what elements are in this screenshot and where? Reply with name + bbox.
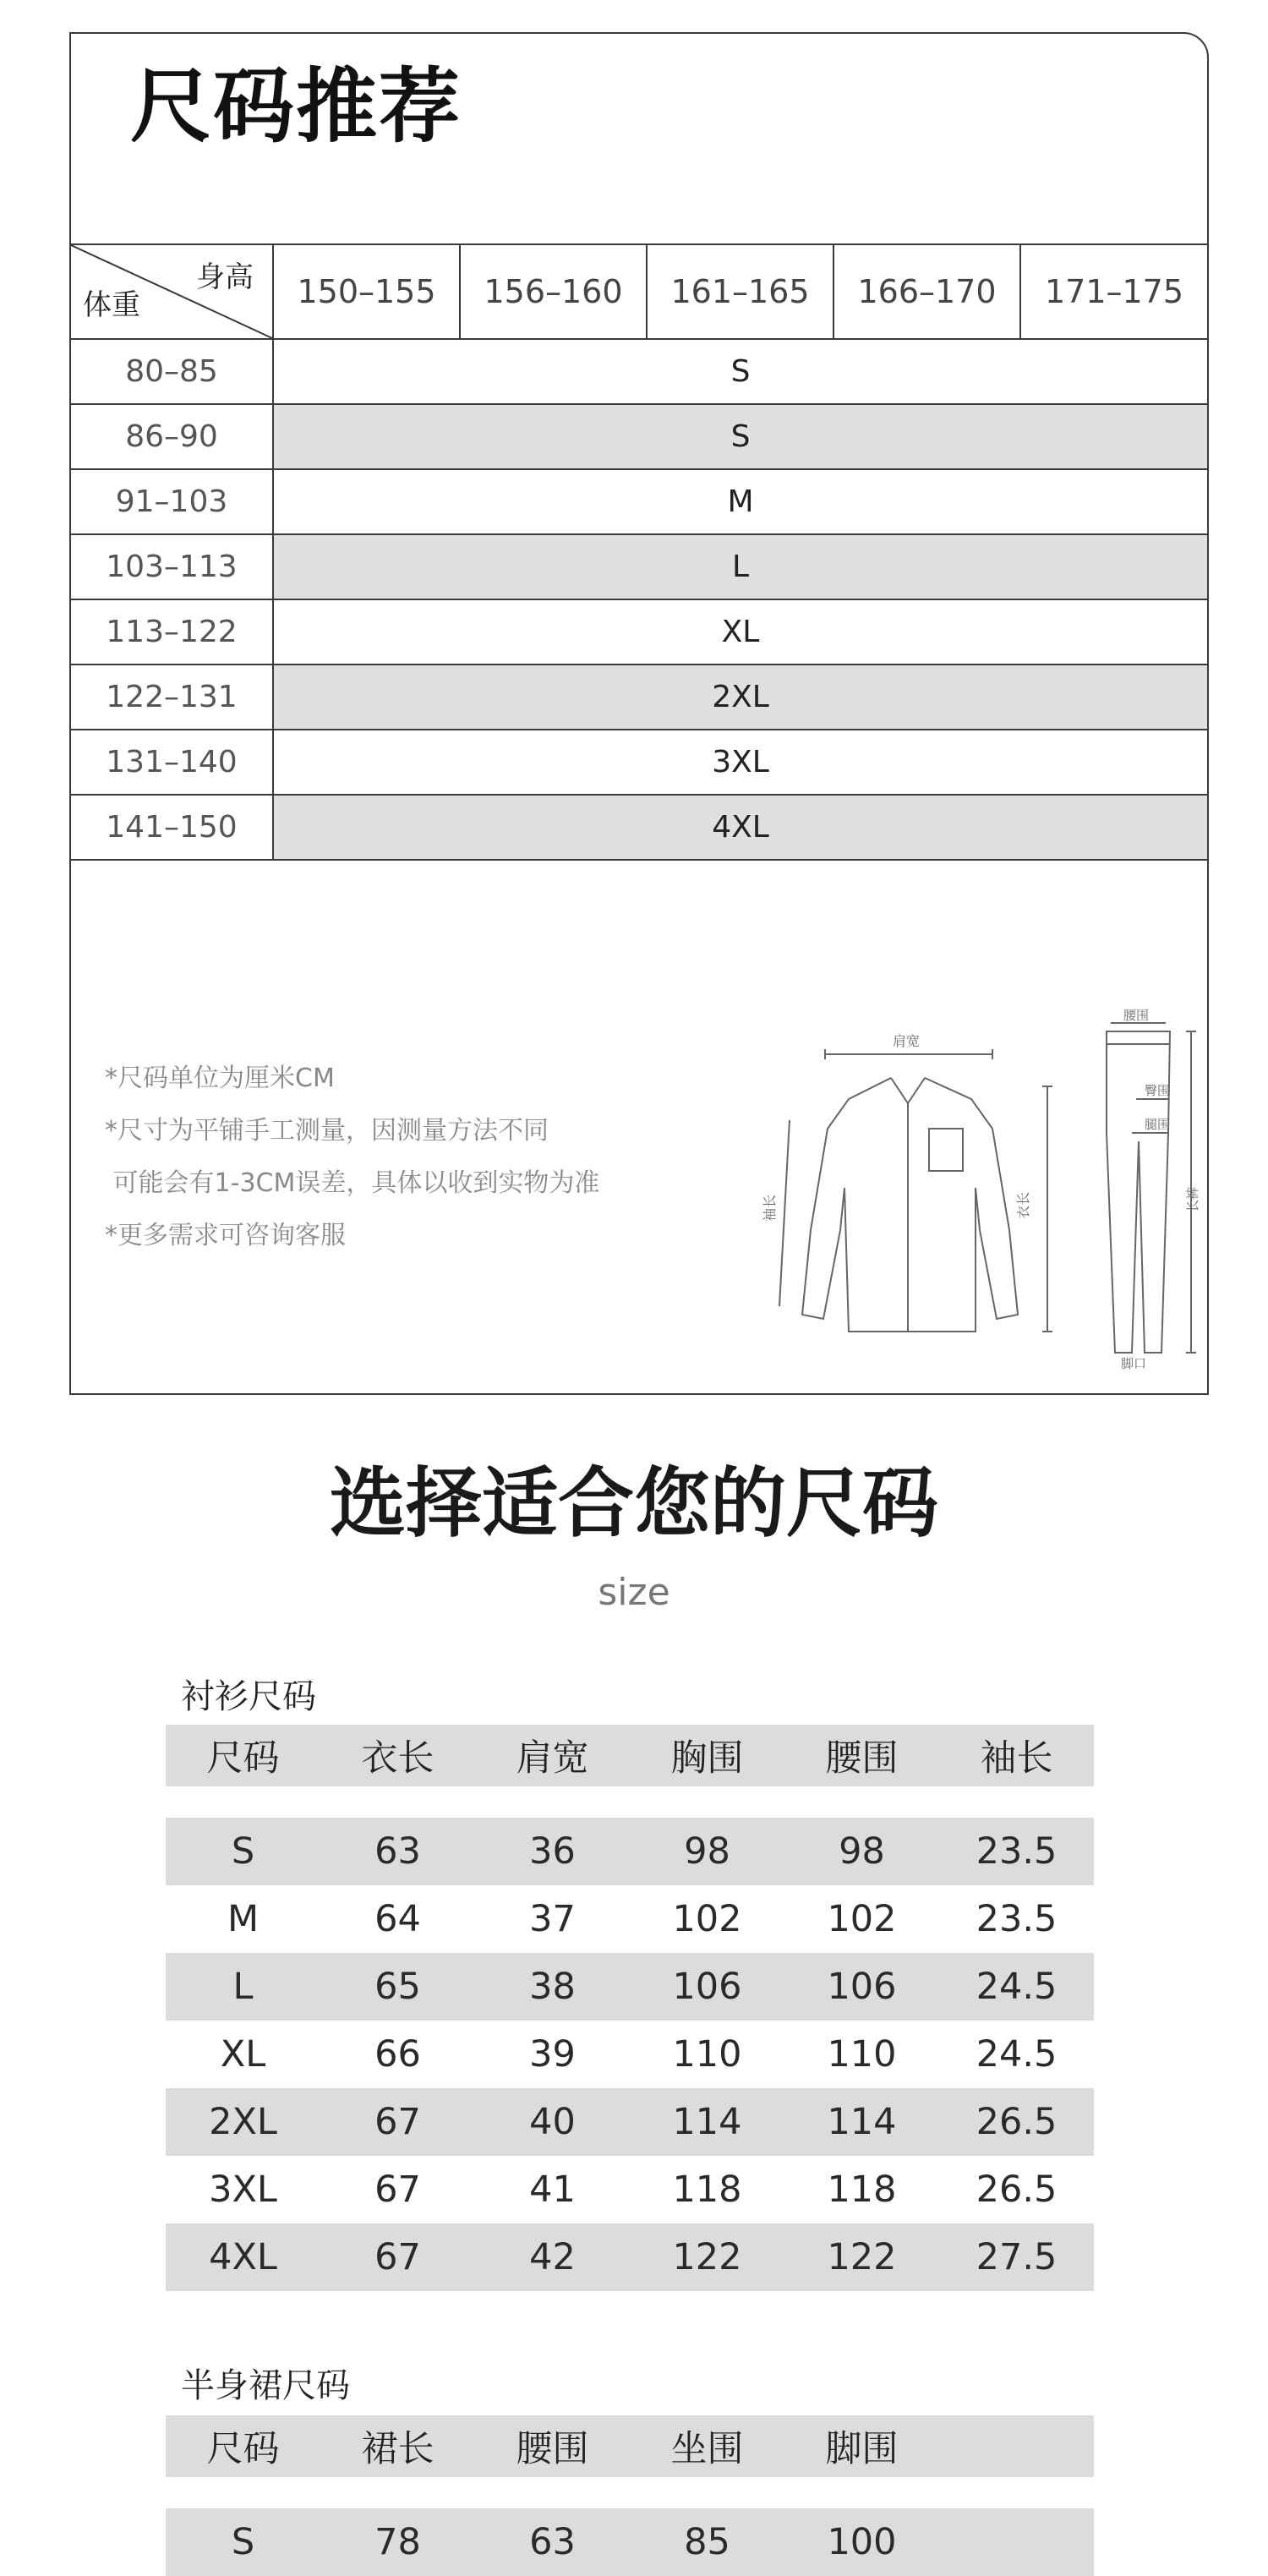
table-cell: 67	[374, 2169, 421, 2211]
table-header-row	[166, 2415, 1094, 2477]
table-cell: 41	[529, 2169, 576, 2211]
shirt-table-label: 衬衫尺码	[181, 1677, 316, 1716]
column-header: 腰围	[475, 2415, 630, 2477]
table-row	[166, 2508, 1094, 2576]
table-cell: S	[166, 1818, 320, 1885]
table-cell: 106	[784, 1953, 939, 2021]
size-cell: 4XL	[273, 795, 1207, 860]
table-cell: 122	[784, 2223, 939, 2291]
table-cell: L	[166, 1953, 320, 2021]
table-cell: 118	[827, 2169, 897, 2211]
table-cell: XL	[220, 2033, 266, 2076]
table-cell: 37	[529, 1898, 576, 1940]
corner-cell	[71, 244, 273, 339]
size-recommendation-panel	[69, 32, 1209, 1395]
recommend-title: 尺码推荐	[130, 58, 462, 154]
weight-row	[71, 339, 1207, 404]
column-header: 脚围	[784, 2415, 939, 2477]
hip-label: 臀围	[1145, 1083, 1171, 1098]
weight-range-cell: 122–131	[71, 665, 273, 730]
weight-row	[71, 469, 1207, 534]
table-cell: 64	[374, 1898, 421, 1940]
table-cell: 27.5	[939, 2223, 1094, 2291]
shirt-size-table	[166, 1725, 1094, 2291]
weight-row	[71, 665, 1207, 730]
waist-label: 腰围	[1123, 1008, 1150, 1023]
table-cell: 3XL	[209, 2169, 277, 2211]
weight-range-cell: 141–150	[71, 795, 273, 860]
note-line: *尺寸为平铺手工测量，因测量方法不同	[105, 1116, 549, 1146]
table-cell: 4XL	[166, 2223, 320, 2291]
height-range-cell: 156–160	[460, 244, 647, 339]
column-header: 坐围	[630, 2415, 784, 2477]
table-row	[166, 1953, 1094, 2021]
weight-range-cell: 103–113	[71, 534, 273, 599]
weight-range-cell: 131–140	[71, 730, 273, 795]
table-cell: 102	[672, 1898, 742, 1940]
table-row	[166, 2021, 1094, 2088]
table-cell: 102	[827, 1898, 897, 1940]
select-size-title: 选择适合您的尺码	[330, 1458, 938, 1548]
table-cell: S	[166, 2508, 320, 2576]
table-cell: 40	[475, 2088, 630, 2156]
table-cell: 63	[475, 2508, 630, 2576]
size-cell: L	[273, 534, 1207, 599]
sleeve-label: 袖长	[762, 1194, 778, 1222]
table-cell: 24.5	[939, 1953, 1094, 2021]
weight-range-cell: 113–122	[71, 599, 273, 665]
table-cell: 110	[827, 2033, 897, 2076]
weight-row	[71, 795, 1207, 860]
size-cell: 2XL	[273, 665, 1207, 730]
table-cell: 23.5	[976, 1898, 1058, 1940]
table-row	[166, 2156, 1094, 2223]
table-cell: 78	[320, 2508, 475, 2576]
table-cell: 67	[320, 2223, 475, 2291]
weight-range-cell: 86–90	[71, 404, 273, 469]
column-header	[939, 2415, 1094, 2477]
size-cell: 3XL	[273, 730, 1207, 795]
height-header-row	[71, 244, 1207, 339]
weight-row	[71, 599, 1207, 665]
weight-range-cell: 80–85	[71, 339, 273, 404]
table-cell: 122	[630, 2223, 784, 2291]
column-header: 裙长	[320, 2415, 475, 2477]
hem-label: 脚口	[1121, 1356, 1147, 1371]
table-cell: 67	[320, 2088, 475, 2156]
height-range-cell: 161–165	[647, 244, 833, 339]
length-label: 衣长	[1015, 1191, 1031, 1219]
size-cell: M	[273, 469, 1207, 534]
table-cell: 114	[784, 2088, 939, 2156]
height-range-cell: 171–175	[1020, 244, 1207, 339]
column-header: 尺码	[166, 1725, 320, 1786]
column-header: 腰围	[784, 1725, 939, 1786]
table-cell: 26.5	[939, 2088, 1094, 2156]
shirt-diagram	[764, 1019, 1069, 1357]
table-cell: 100	[784, 2508, 939, 2576]
column-header: 胸围	[630, 1725, 784, 1786]
table-row	[166, 2223, 1094, 2291]
weight-row	[71, 534, 1207, 599]
skirt-table-label: 半身裙尺码	[181, 2366, 350, 2405]
table-cell: 63	[320, 1818, 475, 1885]
table-cell	[939, 2508, 1094, 2576]
column-header: 衣长	[320, 1725, 475, 1786]
column-header: 尺码	[166, 2415, 320, 2477]
pants-diagram	[1085, 1006, 1204, 1370]
table-cell: 118	[672, 2169, 742, 2211]
column-header: 肩宽	[475, 1725, 630, 1786]
size-cell: S	[273, 404, 1207, 469]
thigh-label: 腿围	[1145, 1117, 1171, 1132]
column-header: 袖长	[939, 1725, 1094, 1786]
weight-range-cell: 91–103	[71, 469, 273, 534]
table-row	[166, 2088, 1094, 2156]
table-cell: 42	[475, 2223, 630, 2291]
weight-row	[71, 730, 1207, 795]
table-cell: 66	[374, 2033, 421, 2076]
table-cell: 23.5	[939, 1818, 1094, 1885]
shoulder-label: 肩宽	[893, 1033, 921, 1049]
note-line: *尺码单位为厘米CM	[105, 1064, 335, 1093]
note-line: 可能会有1-3CM误差，具体以收到实物为准	[105, 1168, 600, 1198]
skirt-size-table	[166, 2415, 1094, 2576]
table-cell: 106	[630, 1953, 784, 2021]
table-row	[166, 1818, 1094, 1885]
table-cell: 85	[630, 2508, 784, 2576]
pants-length-label: 长裤	[1185, 1186, 1200, 1212]
table-cell: 26.5	[976, 2169, 1058, 2211]
table-cell: 38	[475, 1953, 630, 2021]
size-cell: XL	[273, 599, 1207, 665]
table-cell: 39	[529, 2033, 576, 2076]
table-cell: M	[227, 1898, 260, 1940]
weight-axis-label: 体重	[83, 288, 140, 322]
table-row	[166, 1885, 1094, 1953]
table-cell: 2XL	[166, 2088, 320, 2156]
table-cell: 98	[784, 1818, 939, 1885]
height-range-cell: 166–170	[833, 244, 1020, 339]
table-cell: 24.5	[976, 2033, 1058, 2076]
select-size-subtitle: size	[598, 1571, 670, 1614]
table-cell: 110	[672, 2033, 742, 2076]
table-cell: 36	[475, 1818, 630, 1885]
height-weight-table	[71, 243, 1207, 861]
table-cell: 114	[630, 2088, 784, 2156]
table-cell: 98	[630, 1818, 784, 1885]
weight-row	[71, 404, 1207, 469]
size-cell: S	[273, 339, 1207, 404]
table-header-row	[166, 1725, 1094, 1786]
height-range-cell: 150–155	[273, 244, 460, 339]
size-notes	[105, 1053, 599, 1262]
table-cell: 65	[320, 1953, 475, 2021]
note-line: *更多需求可咨询客服	[105, 1221, 346, 1250]
height-axis-label: 身高	[196, 260, 254, 294]
